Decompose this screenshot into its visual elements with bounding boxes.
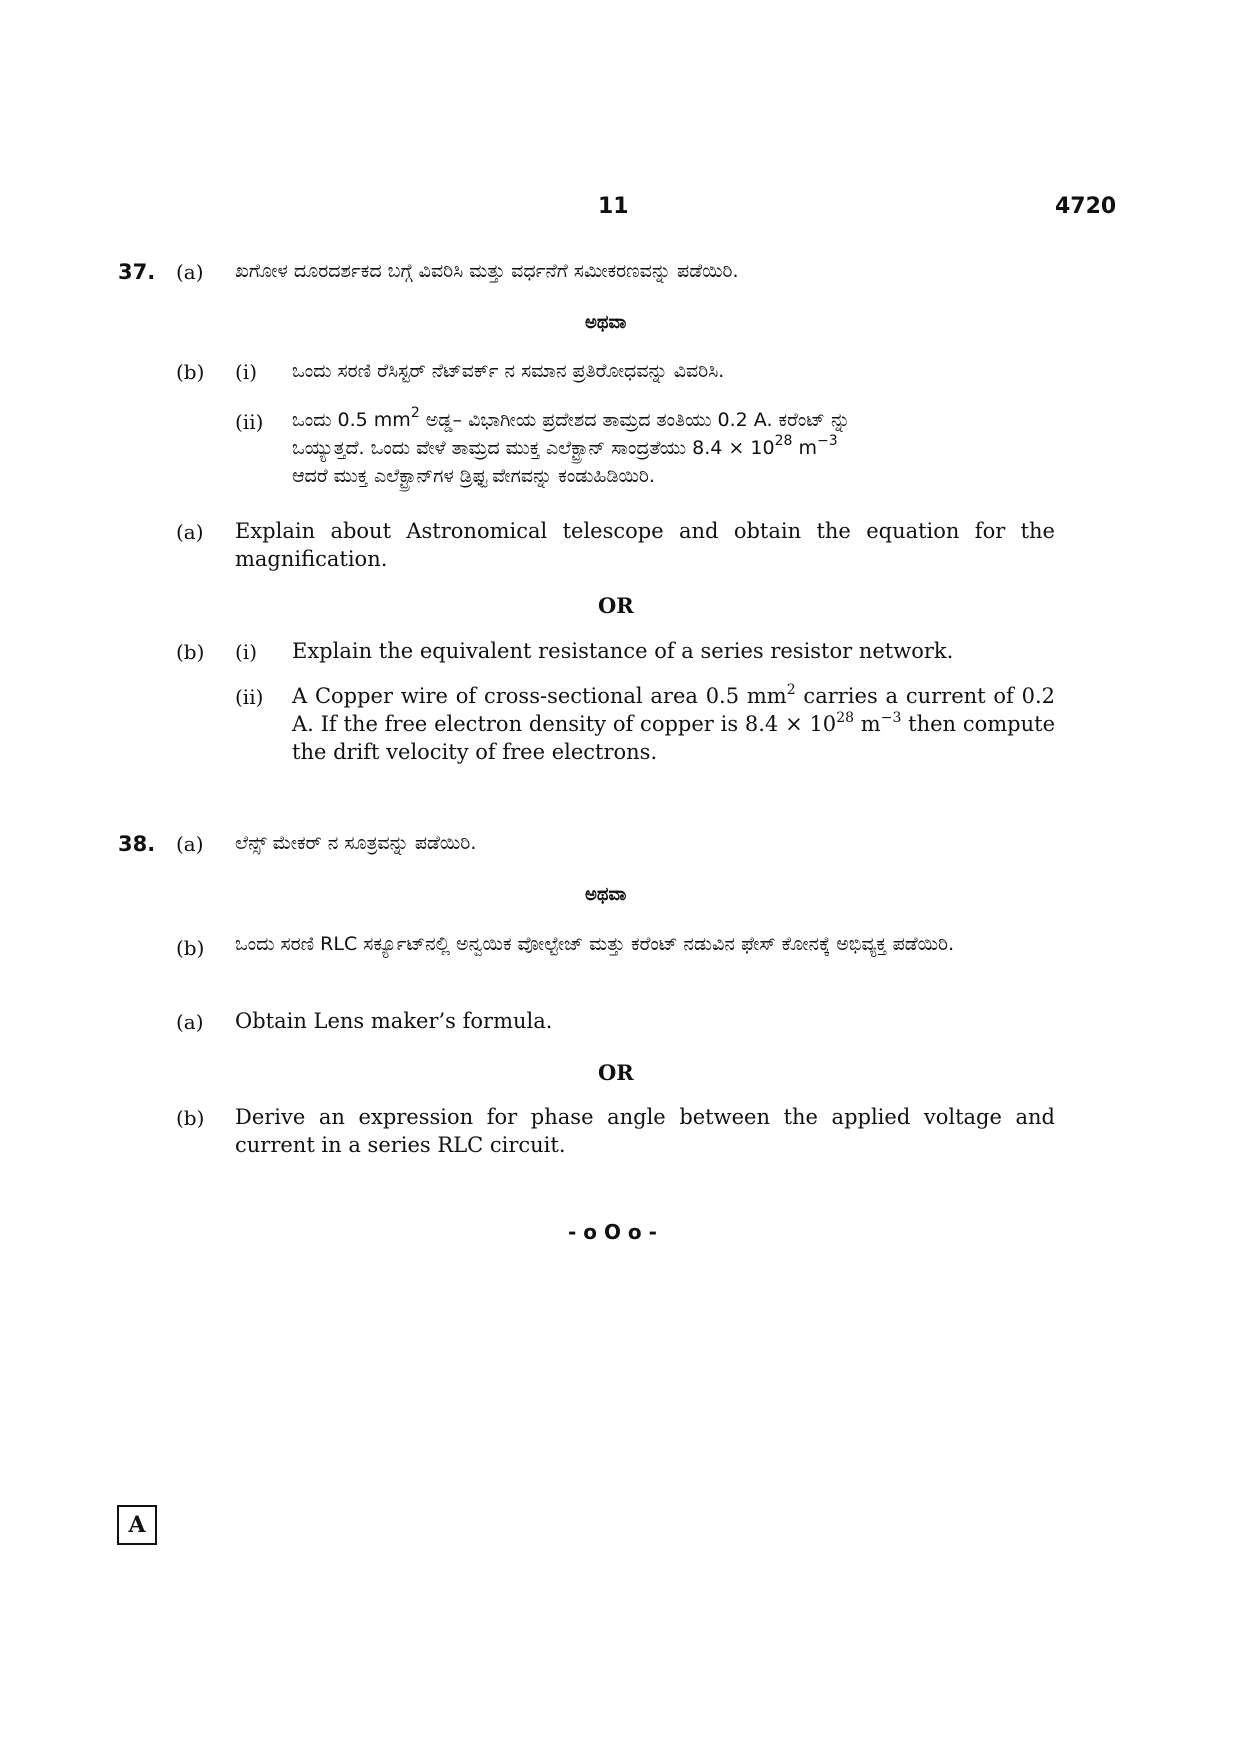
q38-en-or: OR [598, 1060, 634, 1085]
paper-code: 4720 [1055, 194, 1117, 219]
q37-en-b-i-label: (i) [235, 640, 258, 664]
q38-en-b-label: (b) [176, 1106, 205, 1130]
q37-kn-b-ii-line3: ಆದರೆ ಮುಕ್ತ ಎಲೆಕ್ಟ್ರಾನ್‌ಗಳ ಡ್ರಿಫ್ಟ ವೇಗವನ್ನು ಕಂಡುಹಿಡಿಯಿರಿ. [292, 465, 655, 487]
q37-en-b-label: (b) [176, 640, 205, 664]
q37-en-a-text: Explain about Astronomical telescope and obtain the equation for the magnification. [235, 519, 1055, 571]
q37-kn-a-text: ಖಗೋಳ ದೂರದರ್ಶಕದ ಬಗ್ಗೆ ವಿವರಿಸಿ ಮತ್ತು ವರ್ಧನೆಗೆ ಸಮೀಕರಣವನ್ನು ಪಡೆಯಿರಿ. [235, 260, 739, 282]
q37-kn-b-i-text: ಒಂದು ಸರಣಿ ರೆಸಿಸ್ಟರ್ ನೆಟ್‌ವರ್ಕ್ ನ ಸಮಾನ ಪ್ರತಿರೋಧವನ್ನು ವಿವರಿಸಿ. [292, 360, 725, 382]
question-38-number: 38. [118, 832, 156, 856]
q38-kn-b-text: ಒಂದು ಸರಣಿ RLC ಸರ್ಕ್ಯೂಟ್‌ನಲ್ಲಿ ಅನ್ವಯಿಕ ವೋಲ್ಟೇಜ್ ಮತ್ತು ಕರೆಂಟ್ ನಡುವಿನ ಫೇಸ್ ಕೋನಕ್ಕೆ ಅಭಿವ್ಯಕ್ತ ಪಡೆಯಿರಿ. [235, 933, 955, 955]
page-number: 11 [598, 194, 629, 219]
q37-kn-b-ii-text [292, 406, 1062, 490]
q38-kn-a-label: (a) [176, 832, 204, 856]
version-box: A [117, 1505, 157, 1545]
q37-kn-b-ii-label: (ii) [235, 410, 264, 434]
q38-kn-or: ಅಥವಾ [585, 884, 627, 905]
q38-kn-a-text: ಲೆನ್ಸ್ ಮೇಕರ್ ನ ಸೂತ್ರವನ್ನು ಪಡೆಯಿರಿ. [235, 832, 477, 854]
q38-en-b-text: Derive an expression for phase angle between the applied voltage and current in a series RLC circuit. [235, 1105, 1055, 1157]
q38-kn-b-label: (b) [176, 936, 205, 960]
q37-kn-b-i-label: (i) [235, 360, 258, 384]
q38-en-a-label: (a) [176, 1010, 204, 1034]
q37-en-a-label: (a) [176, 520, 204, 544]
q37-en-b-i-text: Explain the equivalent resistance of a series resistor network. [292, 639, 954, 663]
q37-kn-b-ii-line1: ಒಂದು 0.5 $mm^2$ ಅಡ್ಡ– ವಿಭಾಗೀಯ ಪ್ರದೇಶದ ತಾಮ್ರದ ತಂತಿಯು 0.2 A. ಕರೆಂಟ್ ನ್ನು [292, 405, 851, 431]
q38-en-a-text: Obtain Lens maker’s formula. [235, 1009, 553, 1033]
q37-en-or: OR [598, 593, 634, 618]
question-37-number: 37. [118, 260, 156, 284]
end-mark: - o O o - [568, 1220, 657, 1244]
q37-kn-b-ii-line2: ಒಯ್ಯುತ್ತದೆ. ಒಂದು ವೇಳೆ ತಾಮ್ರದ ಮುಕ್ತ ಎಲೆಕ್ಟ್ರಾನ್ ಸಾಂದ್ರತೆಯು $8.4 \times 10^{28}$ $m^{-3}$ [292, 433, 838, 459]
q37-en-b-ii-label: (ii) [235, 685, 264, 709]
q37-kn-b-label: (b) [176, 360, 205, 384]
q37-en-b-ii-text: A Copper wire of cross-sectional area 0.5 $mm^2$ carries a current of 0.2 A. If the free electron density of copper is $8.4 \times 10^{28}$ $m^{-3}$ then compute the drift velocity of free electrons. [292, 682, 1056, 764]
q37-kn-a-label: (a) [176, 260, 204, 284]
q37-kn-or: ಅಥವಾ [585, 312, 627, 333]
